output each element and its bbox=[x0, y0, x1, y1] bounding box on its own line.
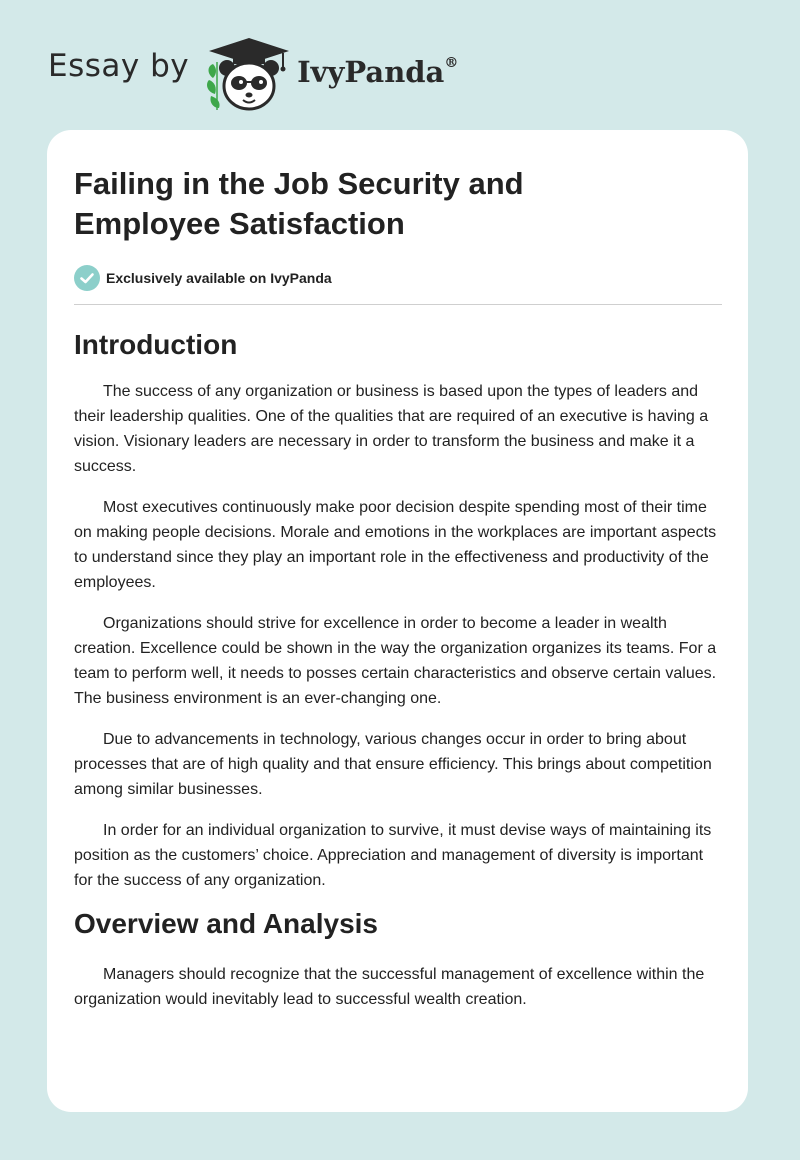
title-divider bbox=[74, 304, 722, 305]
essay-title-line-1: Failing in the Job Security and bbox=[74, 166, 524, 201]
registered-mark: ® bbox=[444, 55, 459, 72]
paragraph: Organizations should strive for excellence in order to become a leader in wealth creation. Excellence could be shown in the way the organization organizes its teams. For a team to perform well, it needs to posses certain characteristics and observe certain values. The business environment is an ever-changing one. bbox=[74, 615, 717, 707]
section-heading-overview: Overview and Analysis bbox=[74, 908, 378, 939]
essay-title-line-2: Employee Satisfaction bbox=[74, 206, 405, 241]
brand-name[interactable] bbox=[297, 55, 458, 89]
paragraph: Due to advancements in technology, various changes occur in order to bring about processes that are of high quality and that ensure efficiency. This brings about competition among similar businesses. bbox=[74, 731, 712, 798]
paragraph: The success of any organization or business is based upon the types of leaders and their leadership qualities. One of the qualities that are required of an executive is having a vision. Visionary leaders are necessary in order to transform the business and make it a success. bbox=[74, 383, 709, 475]
exclusive-badge-label: Exclusively available on IvyPanda bbox=[106, 270, 332, 286]
paragraph: Managers should recognize that the successful management of excellence within the organization would inevitably lead to successful wealth creation. bbox=[74, 966, 705, 1008]
essay-card bbox=[47, 130, 748, 1112]
paragraph: Most executives continuously make poor decision despite spending most of their time on making people decisions. Morale and emotions in the workplaces are important aspects to understand since they play an important role in the effectiveness and productivity of the employees. bbox=[74, 499, 717, 591]
essay-title bbox=[74, 164, 722, 244]
section-heading-introduction: Introduction bbox=[74, 329, 238, 360]
exclusive-badge bbox=[74, 264, 722, 292]
essay-by-label: Essay by bbox=[48, 48, 190, 84]
paragraph: In order for an individual organization to survive, it must devise ways of maintaining its position as the customers’ choice. Appreciation and management of diversity is important for the success of any organization. bbox=[74, 822, 712, 889]
brand-name-text: IvyPanda bbox=[297, 55, 445, 89]
site-header bbox=[48, 34, 458, 114]
panda-graduate-icon[interactable] bbox=[203, 34, 295, 114]
check-circle-icon bbox=[74, 265, 100, 291]
